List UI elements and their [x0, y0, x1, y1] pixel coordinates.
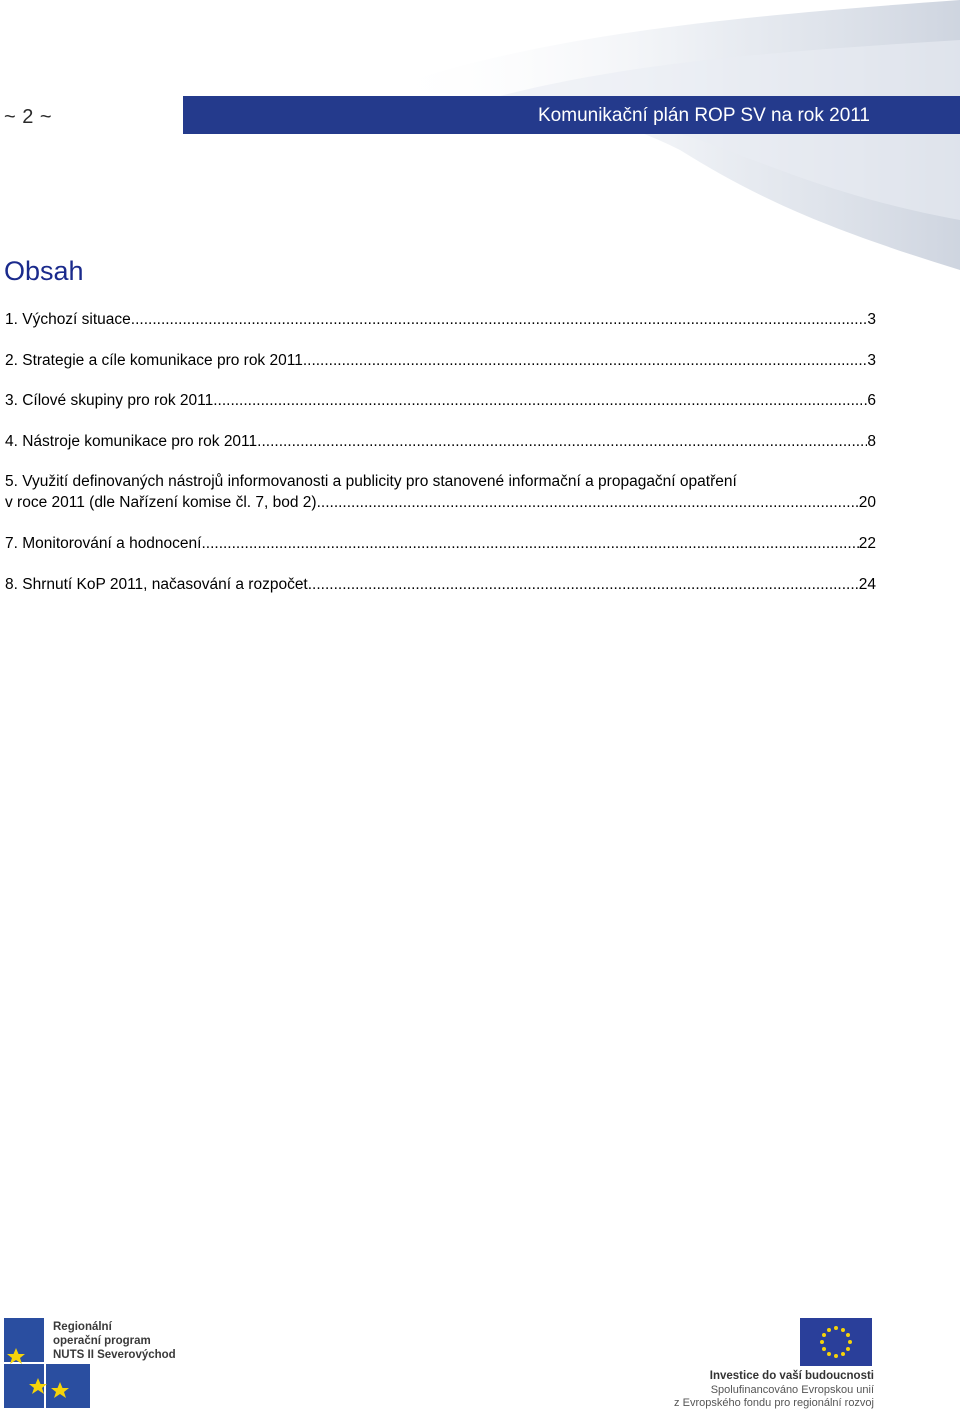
toc-entry[interactable] [5, 350, 876, 371]
table-of-contents [5, 309, 876, 614]
toc-entry[interactable] [5, 533, 876, 554]
toc-entry-page: 6 [867, 392, 876, 409]
eu-flag [800, 1318, 872, 1366]
toc-leader-dots [213, 390, 867, 411]
toc-entry-page: 3 [867, 351, 876, 369]
toc-entry-text: 7. Monitorování a hodnocení [5, 535, 202, 552]
toc-entry[interactable] [5, 471, 876, 513]
toc-entry-page: 3 [867, 311, 876, 328]
toc-entry-text-line2: v roce 2011 (dle Nařízení komise čl. 7, bod 2) [5, 494, 317, 511]
header-wave-decoration [380, 0, 960, 270]
eu-logo-line: Spolufinancováno Evropskou unií [710, 1384, 874, 1396]
toc-leader-dots [131, 309, 868, 330]
eu-stars-icon [800, 1318, 872, 1366]
header-bar [183, 96, 960, 134]
toc-entry-text: 8. Shrnutí KoP 2011, načasování a rozpočet [5, 575, 308, 593]
toc-entry-text: 3. Cílové skupiny pro rok 2011 [5, 392, 214, 409]
toc-leader-dots [201, 533, 858, 554]
toc-entry-text: 1. Výchozí situace [5, 311, 131, 328]
toc-entry[interactable] [5, 431, 876, 452]
toc-entry-page: 20 [858, 494, 876, 511]
rop-logo-line: operační program [53, 1335, 151, 1347]
toc-entry[interactable] [5, 309, 876, 330]
rop-logo-line: NUTS II Severovýchod [53, 1349, 176, 1361]
eu-logo-line: z Evropského fondu pro regionální rozvoj [674, 1397, 874, 1409]
toc-entry-page: 24 [858, 575, 876, 593]
page-number: ~ 2 ~ [4, 106, 53, 128]
toc-entry-text-line1: 5. Využití definovaných nástrojů informovanosti a publicity pro stanovené informační a propagační opatření [5, 473, 737, 490]
rop-logo-text [53, 1320, 176, 1362]
rop-logo-line: Regionální [53, 1321, 112, 1333]
toc-leader-dots [317, 492, 859, 513]
eu-logo-text [674, 1368, 874, 1410]
toc-heading: Obsah [4, 256, 84, 286]
rop-logo [4, 1318, 194, 1410]
document-title: Komunikační plán ROP SV na rok 2011 [538, 105, 870, 126]
toc-leader-dots [308, 574, 859, 595]
toc-leader-dots [303, 350, 868, 371]
toc-entry-text: 4. Nástroje komunikace pro rok 2011 [5, 432, 258, 450]
toc-entry-page: 8 [867, 432, 876, 450]
toc-leader-dots [257, 431, 867, 452]
toc-entry-text: 2. Strategie a cíle komunikace pro rok 2011 [5, 351, 303, 369]
eu-logo-line: Investice do vaší budoucnosti [709, 1370, 874, 1382]
toc-entry[interactable] [5, 390, 876, 411]
toc-entry-page: 22 [858, 535, 876, 552]
toc-entry[interactable] [5, 574, 876, 595]
